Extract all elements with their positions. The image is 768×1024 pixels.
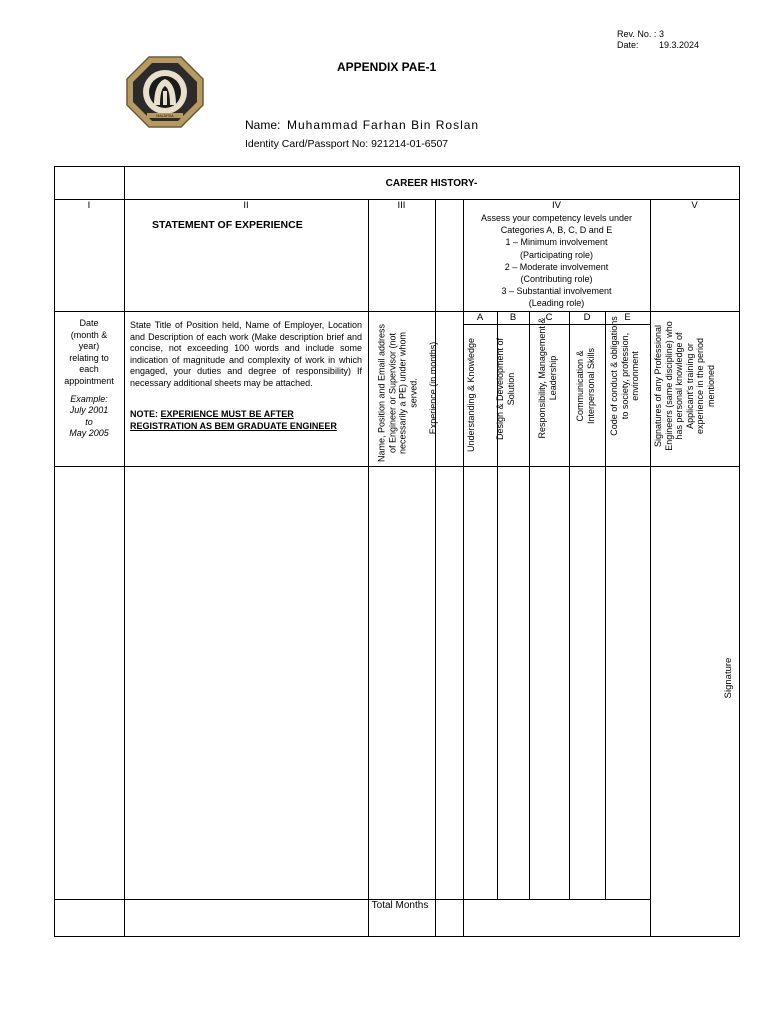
date-value: 19.3.2024 <box>659 40 700 50</box>
col-numeral-iii: III <box>397 200 406 211</box>
assess-line: 1 – Minimum involvement <box>505 237 608 248</box>
note-label: NOTE: <box>130 409 158 419</box>
assess-line: 3 – Substantial involvement <box>501 286 612 297</box>
ic-value: 921214-01-6507 <box>371 138 449 150</box>
example-line: to <box>85 416 93 427</box>
page-title: APPENDIX PAE-1 <box>337 60 437 74</box>
category-e-header: Code of conduct & obligations to society, profession, environment <box>609 316 640 436</box>
applicant-name <box>245 118 479 132</box>
assess-line: (Participating role) <box>519 249 594 260</box>
category-e-letter: E <box>624 312 631 323</box>
bem-logo <box>125 55 205 129</box>
date-label: Date: <box>617 40 639 50</box>
date-line: year) <box>78 341 100 352</box>
ic-label: Identity Card/Passport No: <box>245 138 369 150</box>
date-line: each <box>79 364 99 375</box>
assess-line: (Contributing role) <box>520 274 593 285</box>
table-col-line <box>368 199 369 936</box>
logo-text-bottom: MALAYSIA <box>156 114 174 118</box>
note-block <box>130 409 362 432</box>
col-numeral-v: V <box>691 200 698 211</box>
signature-description-header: Signatures of any Professional Engineers (same discipline) who has personal knowledge of Applicant's training or experience in the period mentioned <box>653 321 716 451</box>
assess-instructions <box>463 212 650 310</box>
category-b-letter: B <box>509 312 517 323</box>
assess-line: Assess your competency levels under <box>480 213 633 223</box>
table-col-line <box>605 311 606 899</box>
category-b-header: Design & Development of Solution <box>495 337 516 441</box>
category-a-letter: A <box>476 312 484 323</box>
table-row-line <box>54 899 650 900</box>
table-col-line <box>529 311 530 899</box>
total-months-label: Total Months <box>371 900 429 911</box>
identity-card <box>245 138 448 150</box>
col-numeral-ii: II <box>243 200 249 211</box>
note-text: EXPERIENCE MUST BE AFTER REGISTRATION AS BEM GRADUATE ENGINEER <box>130 409 337 431</box>
table-col-line <box>124 166 125 936</box>
career-history-heading: CAREER HISTORY- <box>385 178 478 189</box>
category-c-letter: C <box>545 312 553 323</box>
rev-value: 3 <box>659 29 665 39</box>
assess-line: 2 – Moderate involvement <box>504 261 609 272</box>
example-line: Example: <box>70 393 108 404</box>
example-line: May 2005 <box>69 428 109 439</box>
assess-line: Categories A, B, C, D and E <box>500 225 613 236</box>
category-a-header: Understanding & Knowledge <box>466 337 476 453</box>
date-line: appointment <box>64 375 114 386</box>
experience-months-header: Experience (in months) <box>428 341 438 435</box>
table-border-right <box>739 166 740 936</box>
table-border-top <box>54 166 740 167</box>
assess-line: (Leading role) <box>528 298 585 309</box>
date-line: relating to <box>69 352 109 363</box>
table-border-bottom <box>54 936 740 937</box>
name-value: Muhammad Farhan Bin Roslan <box>287 118 480 132</box>
table-col-line <box>435 199 436 936</box>
date-line: Date <box>79 318 99 328</box>
statement-description: State Title of Position held, Name of Employer, Location and Description of each work (Make description brief and concise, not exceeding 100 words and include some indication of magnitude and complexity of work in which engaged, your duties and degree of responsibility) If necessary additional sheets may be attached. <box>130 320 362 388</box>
col-numeral-i: I <box>87 200 91 211</box>
signature-label: Signature <box>723 657 734 699</box>
statement-title: STATEMENT OF EXPERIENCE <box>152 219 303 231</box>
date-column-description <box>56 318 122 440</box>
supervisor-header: Name, Position and Email address of Engineer or Supervisor (not necessarily a PE) under whom served. <box>376 323 418 463</box>
col-numeral-iv: IV <box>552 200 561 211</box>
name-label: Name: <box>245 118 281 132</box>
revision-block <box>617 29 699 51</box>
table-row-line <box>54 466 740 467</box>
table-col-line <box>569 311 570 899</box>
category-d-letter: D <box>583 312 591 323</box>
category-c-header: Responsibility, Management & Leadership <box>537 317 558 439</box>
table-border-left <box>54 166 55 936</box>
date-line: (month & <box>70 329 108 340</box>
category-d-header: Communication & Interpersonal Skills <box>575 347 596 425</box>
table-col-line <box>650 199 651 936</box>
rev-label: Rev. No. : <box>617 29 657 39</box>
example-line: July 2001 <box>69 405 109 416</box>
